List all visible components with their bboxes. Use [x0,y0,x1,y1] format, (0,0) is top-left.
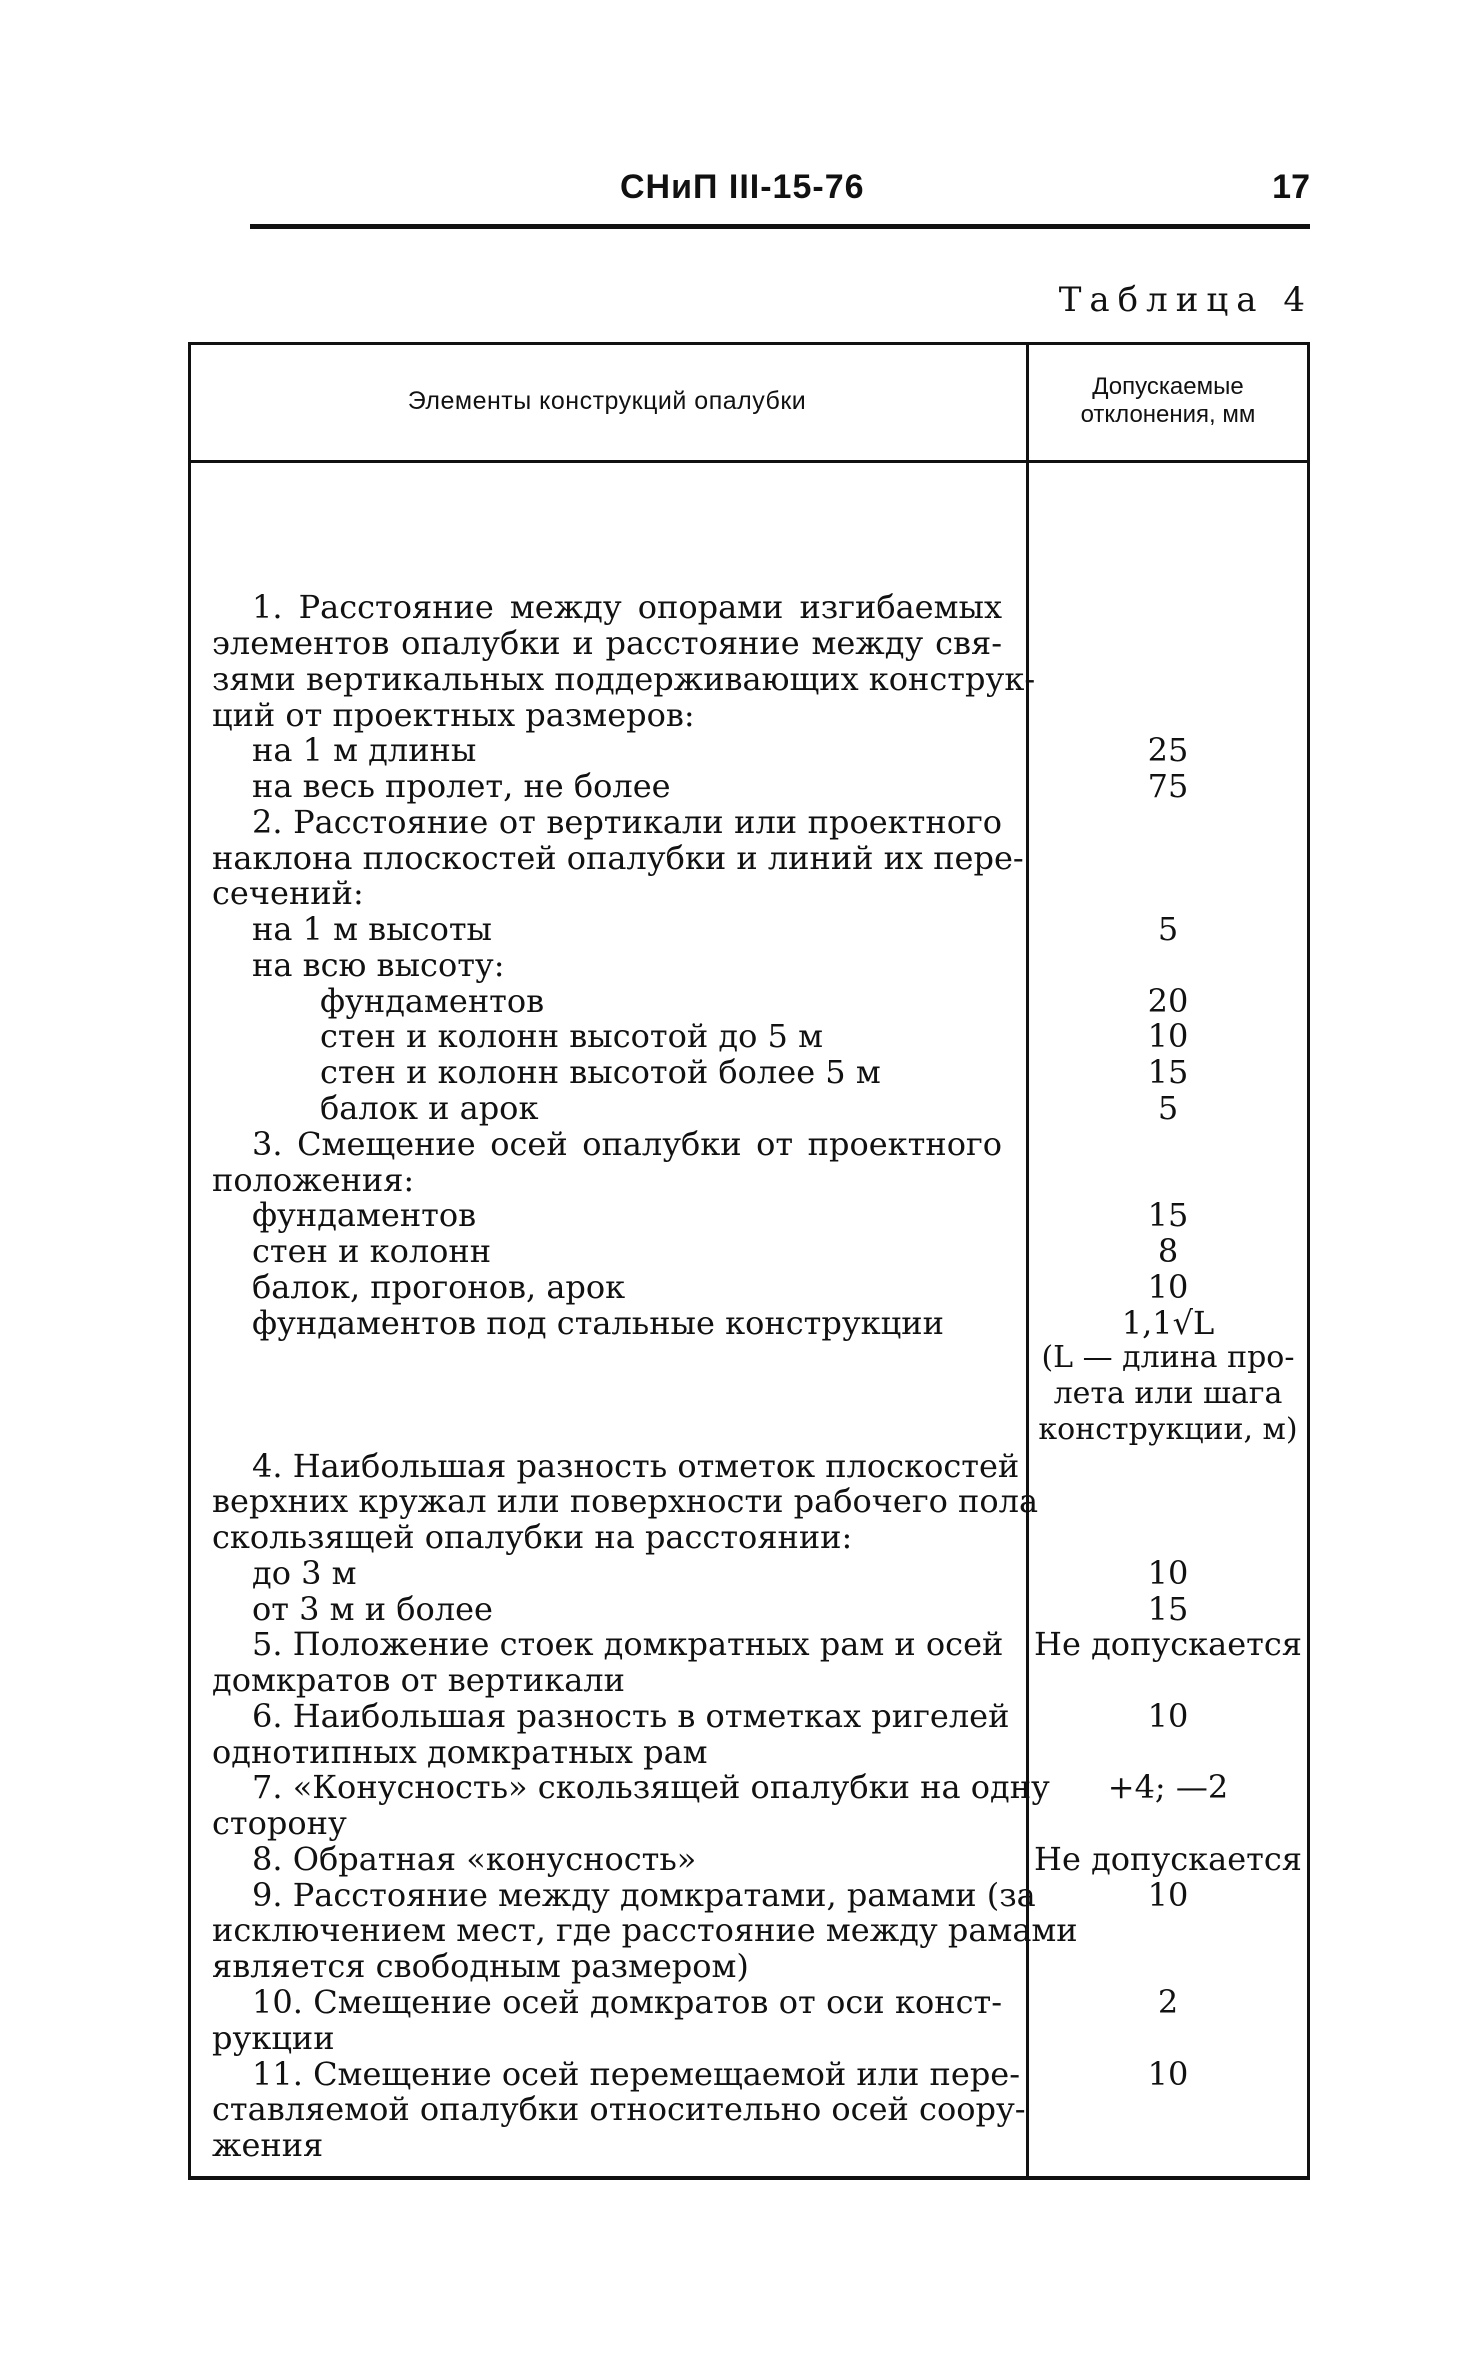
element-text: на всю высоту: [252,945,505,984]
table-row [188,1734,1310,1770]
element-text: 9. Расстояние между домкратами, рамами (за [252,1875,1036,1914]
table-row [188,2056,1310,2092]
table-row [188,1197,1310,1233]
deviation-value: 1,1√L [1121,1303,1215,1342]
table-row [188,1662,1310,1698]
deviation-value: 10 [1147,1267,1189,1306]
deviation-value: 15 [1147,1196,1189,1235]
table-row [188,1769,1310,1805]
element-text: от 3 м и более [252,1589,493,1628]
deviation-value: 15 [1147,1589,1189,1628]
deviation-value [1029,1662,1307,1698]
table-row [188,947,1310,983]
element-text: наклона плоскостей опалубки и линий их пере- [212,838,1024,877]
deviation-value [1029,840,1307,876]
table-row [188,1591,1310,1627]
element-text: жения [212,2126,324,2165]
element-text: фундаментов под стальные конструкции [252,1303,944,1342]
table-row [188,1018,1310,1054]
deviation-value [1029,1734,1307,1770]
table-row [188,804,1310,840]
column-header-deviation-line1: Допускаемые [1092,373,1244,400]
element-text [212,1340,1002,1376]
table-row [188,1948,1310,1984]
deviation-value [1029,589,1307,625]
deviation-value: 20 [1147,981,1189,1020]
column-header-deviation [1029,342,1307,460]
document-code: СНиП III-15-76 [620,168,865,206]
deviation-value: +4; —2 [1107,1768,1229,1807]
table-row [188,589,1310,625]
element-text: 7. «Конусность» скользящей опалубки на одну [252,1768,1050,1807]
deviation-value: 5 [1157,910,1179,949]
element-text: сторону [212,1804,347,1843]
table-row [188,1448,1310,1484]
element-text: 4. Наибольшая разность отметок плоскостей [252,1446,1020,1485]
deviation-value [1029,1483,1307,1519]
table-row [188,2020,1310,2056]
table-row [188,661,1310,697]
element-text: 3. Смещение осей опалубки от проектного [252,1124,1002,1163]
column-header-deviation-line2: отклонения, мм [1080,401,1256,428]
table-row [188,1305,1310,1341]
element-text: домкратов от вертикали [212,1661,625,1700]
table-row [188,1626,1310,1662]
deviation-value [1029,1519,1307,1555]
deviation-value: 10 [1147,1553,1189,1592]
element-text: сечений: [212,874,364,913]
deviation-value [1029,1448,1307,1484]
element-text: скользящей опалубки на расстоянии: [212,1518,853,1557]
deviation-value [1029,1912,1307,1948]
deviation-value: 5 [1157,1088,1179,1127]
table-row [188,625,1310,661]
deviation-value [1029,2127,1307,2163]
table-row [188,1698,1310,1734]
deviation-value: лета или шага [1053,1376,1283,1412]
element-text: фундаментов [252,1196,477,1235]
table-row [188,1233,1310,1269]
header-rule [250,224,1310,229]
table-row [188,1162,1310,1198]
deviation-value [1029,661,1307,697]
deviation-value [1029,947,1307,983]
table-row [188,1090,1310,1126]
table-row [188,911,1310,947]
table-row [188,1519,1310,1555]
table-row [188,983,1310,1019]
table-row [188,1877,1310,1913]
deviation-value: 10 [1147,2054,1189,2093]
element-text: 6. Наибольшая разность в отметках ригелей [252,1696,1010,1735]
element-text: на 1 м длины [252,731,477,770]
element-text: балок, прогонов, арок [252,1267,626,1306]
deviation-value [1029,1948,1307,1984]
table-row [188,840,1310,876]
element-text [212,1376,1002,1412]
page-number: 17 [1272,168,1310,206]
table-row [188,1412,1310,1448]
table-row [188,1805,1310,1841]
table-row [188,1376,1310,1412]
deviation-value: 10 [1147,1875,1189,1914]
table-row [188,1340,1310,1376]
table-row [188,1912,1310,1948]
element-text: 2. Расстояние от вертикали или проектного [252,802,1002,841]
deviation-value [1029,804,1307,840]
element-text: стен и колонн высотой до 5 м [320,1017,823,1056]
element-text: положения: [212,1160,415,1199]
element-text: на 1 м высоты [252,910,493,949]
table-row [188,2127,1310,2163]
table-row [188,875,1310,911]
element-text: фундаментов [320,981,545,1020]
element-text: рукции [212,2018,335,2057]
deviation-value: 2 [1157,1982,1179,2021]
element-text: стен и колонн высотой более 5 м [320,1053,881,1092]
tolerance-table [188,342,1310,2180]
table-row [188,1126,1310,1162]
element-text: 1. Расстояние между опорами изгибаемых [252,588,1002,627]
deviation-value [1029,1162,1307,1198]
element-text: ставляемой опалубки относительно осей соору- [212,2090,1026,2129]
table-row [188,1841,1310,1877]
deviation-value: 10 [1147,1696,1189,1735]
element-text: 8. Обратная «конусность» [252,1839,697,1878]
element-text: на весь пролет, не более [252,767,671,806]
deviation-value: Не допускается [1034,1625,1302,1664]
deviation-value [1029,625,1307,661]
element-text: ций от проектных размеров: [212,695,695,734]
table-border-bottom [188,2176,1310,2180]
page-header [250,168,1310,218]
table-row [188,1984,1310,2020]
table-row [188,697,1310,733]
deviation-value: 10 [1147,1017,1189,1056]
table-row [188,1054,1310,1090]
deviation-value: (L — длина про- [1041,1340,1295,1376]
table-row [188,2091,1310,2127]
element-text: верхних кружал или поверхности рабочего пола [212,1482,1039,1521]
element-text [212,1412,1002,1448]
element-text: 11. Смещение осей перемещаемой или пере- [252,2054,1021,2093]
deviation-value [1029,875,1307,911]
column-header-elements: Элементы конструкций опалубки [407,386,807,415]
table-row [188,1269,1310,1305]
element-text: до 3 м [252,1553,357,1592]
deviation-value: Не допускается [1034,1839,1302,1878]
deviation-value: 75 [1147,767,1189,806]
element-text: зями вертикальных поддерживающих конструк- [212,659,1036,698]
element-text: 5. Положение стоек домкратных рам и осей [252,1625,1004,1664]
deviation-value [1029,697,1307,733]
element-text: 10. Смещение осей домкратов от оси конст- [252,1982,1002,2021]
table-row [188,1483,1310,1519]
table-row [188,1555,1310,1591]
table-caption: Таблица 4 [1058,280,1313,320]
element-text: балок и арок [320,1088,539,1127]
deviation-value: 15 [1147,1053,1189,1092]
element-text: исключением мест, где расстояние между рамами [212,1911,1078,1950]
element-text: однотипных домкратных рам [212,1732,708,1771]
table-row [188,732,1310,768]
deviation-value [1029,2020,1307,2056]
deviation-value: 25 [1147,731,1189,770]
deviation-value: конструкции, м) [1038,1411,1298,1447]
deviation-value [1029,1126,1307,1162]
deviation-value [1029,2091,1307,2127]
deviation-value [1029,1805,1307,1841]
element-text: элементов опалубки и расстояние между свя- [212,624,1002,663]
table-row [188,768,1310,804]
table-header-rule [188,460,1310,463]
element-text: стен и колонн [252,1232,492,1271]
element-text: является свободным размером) [212,1947,749,1986]
deviation-value: 8 [1157,1232,1179,1271]
